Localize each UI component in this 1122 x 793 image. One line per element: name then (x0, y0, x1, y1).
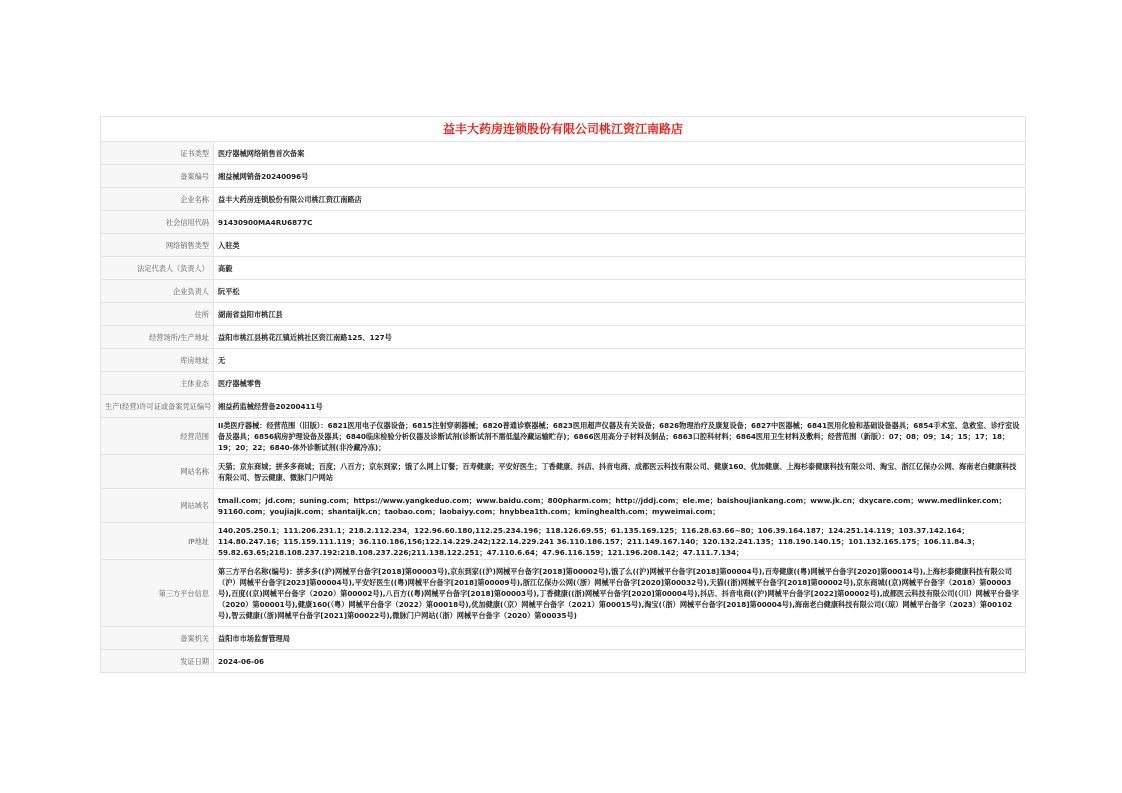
field-value: tmall.com；jd.com；suning.com；https://www.yangkeduo.com；www.baidu.com；800pharm.com；http://jddj.com；ele.me；baishoujiankang.com；www.jk.cn；dxycare.com；www.medlinker.com；91160.com；youjiajk.com；shantaijk.cn；taobao.com；laobaiyy.com；hnybbea1th.com；kminghealth.com；myweimai.com； (214, 489, 1026, 523)
field-label: 社会信用代码 (101, 211, 214, 234)
table-row (101, 372, 1025, 395)
table-row (101, 523, 1025, 560)
field-label: 网站域名 (101, 489, 214, 523)
field-label: IP地址 (101, 523, 214, 560)
table-row (101, 489, 1025, 523)
table-row (101, 280, 1025, 303)
field-label: 网站名称 (101, 455, 214, 489)
field-label: 库房地址 (101, 349, 214, 372)
field-label: 企业名称 (101, 188, 214, 211)
field-value: 益丰大药房连锁股份有限公司桃江资江南路店 (214, 188, 1026, 211)
table-row (101, 395, 1025, 418)
table-row (101, 257, 1025, 280)
field-label: 备案机关 (101, 627, 214, 650)
record-sheet (100, 116, 1026, 673)
table-row (101, 418, 1025, 455)
table-row (101, 211, 1025, 234)
page-title: 益丰大药房连锁股份有限公司桃江资江南路店 (101, 117, 1025, 142)
table-row (101, 142, 1025, 165)
table-row (101, 326, 1025, 349)
field-value: 140.205.250.1；111.206.231.1；218.2.112.234，122.96.60.180,112.25.234.196；118.126.69.55；61.135.169.125；116.28.63.66~80；106.39.164.187；124.251.14.119；103.37.142.164；114.80.247.16；115.159.111.119；36.110.186,156;122.14.229.242;122.14.229.241 36.110.186.157；211.149.167.140；120.132.241.135；118.190.140.15；101.132.165.175；106.11.84.3；59.82.63.65;218.108.237.192:218.108.237.226;211.138.122.251；47.110.6.64；47.96.116.159；121.196.208.142；47.111.7.134； (214, 523, 1026, 560)
field-value: 2024-06-06 (214, 650, 1026, 673)
field-value: 第三方平台名称(编号)：拼多多((沪)网械平台备字[2018]第00003号),京东到家((沪)网械平台备字[2018]第00002号),饿了么((沪)网械平台备字[2018]第00004号),百寿健康((粤)网械平台备字[2020]第00014号),上海杉泰健康科技有限公司（沪）网械平台备字[2023]第00004号),平安好医生((粤)网械平台备字[2018]第00009号),浙江亿保办公网(（浙）网械平台备字[2020]第00032号),天猫((浙)网械平台备字[2018]第00002号),京东商城((京)网械平台备字（2018）第00003号),百度((京)网械平台备字（2020）第00002号),八百方((粤)网械平台备字[2018]第00003号),丁香健康((浙)网械平台备字[2020]第00004号),抖店、抖音电商((沪)网械平台备字[2022]第00002号),成都医云科技有限公司(（川）网械平台备字（2020）第00001号),健康160(（粤）网械平台备字（2022）第00018号),优加健康(（京）网械平台备字（2021）第00015号),淘宝(（浙）网械平台备字[2018]第00004号),海南老白健康科技有限公司(（琼）网械平台备字（2023）第00102号),智云健康(（浙)网械平台备字[2021]第00022号),微脉门户网站(（浙）网械平台备字（2020）第00035号) (214, 560, 1026, 627)
table-row (101, 303, 1025, 326)
field-label: 法定代表人（负责人） (101, 257, 214, 280)
table-row (101, 560, 1025, 627)
field-label: 生产(经营)许可证或备案凭证编号 (101, 395, 214, 418)
record-table (101, 142, 1025, 673)
table-row (101, 165, 1025, 188)
field-label: 第三方平台信息 (101, 560, 214, 627)
field-value: 天猫；京东商城；拼多多商城；百度；八百方；京东到家；饿了么网上订餐；百寿健康；平安好医生；丁香健康、抖店、抖音电商、成都医云科技有限公司、健康160、优加健康、上海杉泰健康科技有限公司、淘宝、浙江亿保办公网、海南老白健康科技有限公司、智云健康、微脉门户网站 (214, 455, 1026, 489)
field-value: 医疗器械零售 (214, 372, 1026, 395)
table-row (101, 455, 1025, 489)
field-value: 医疗器械网络销售首次备案 (214, 142, 1026, 165)
field-label: 住所 (101, 303, 214, 326)
field-label: 发证日期 (101, 650, 214, 673)
field-value: 益阳市市场监督管理局 (214, 627, 1026, 650)
field-value: 91430900MA4RU6877C (214, 211, 1026, 234)
field-value: 阮平松 (214, 280, 1026, 303)
field-value: 入驻类 (214, 234, 1026, 257)
field-value: 湘益药监械经营备20200411号 (214, 395, 1026, 418)
field-label: 证书类型 (101, 142, 214, 165)
table-row (101, 234, 1025, 257)
field-label: 经营范围 (101, 418, 214, 455)
field-value: 湖南省益阳市桃江县 (214, 303, 1026, 326)
field-value: 高毅 (214, 257, 1026, 280)
table-row (101, 188, 1025, 211)
field-value: 益阳市桃江县桃花江镇近桃社区资江南路125、127号 (214, 326, 1026, 349)
field-label: 企业负责人 (101, 280, 214, 303)
field-label: 经营场所/生产地址 (101, 326, 214, 349)
field-label: 网络销售类型 (101, 234, 214, 257)
field-label: 主体业态 (101, 372, 214, 395)
table-row (101, 650, 1025, 673)
field-value: II类医疗器械：经营范围（旧版）：6821医用电子仪器设备；6815注射穿刺器械；6820普通诊察器械；6823医用超声仪器及有关设备；6826物理治疗及康复设备；6827中医器械；6841医用化验和基础设备器具；6854手术室、急救室、诊疗室设备及器具；6856病房护理设备及器具；6840临床检验分析仪器及诊断试剂(诊断试剂不需低温冷藏运输贮存)；6866医用高分子材料及制品；6863口腔科材料；6864医用卫生材料及敷料；经营范围（新版）：07；08；09；14；15；17；18；19；20；22；6840-体外诊断试剂(非冷藏冷冻)； (214, 418, 1026, 455)
table-row (101, 627, 1025, 650)
field-value: 无 (214, 349, 1026, 372)
field-label: 备案编号 (101, 165, 214, 188)
field-value: 湘益械网销备20240096号 (214, 165, 1026, 188)
table-row (101, 349, 1025, 372)
